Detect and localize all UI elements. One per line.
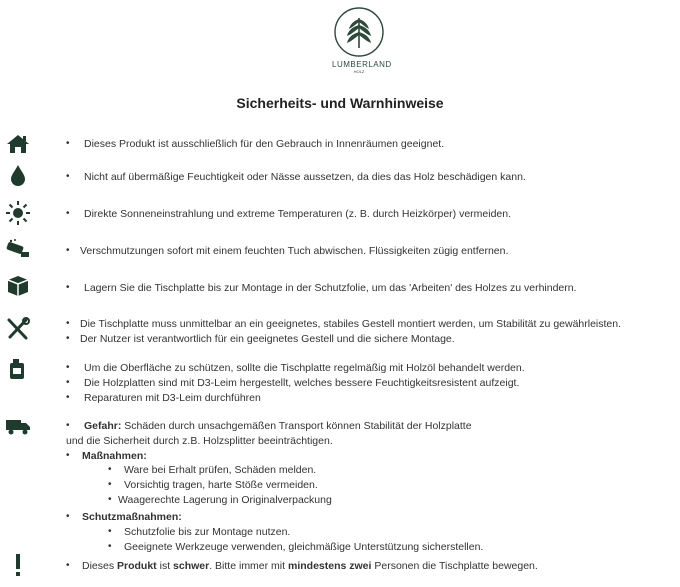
truck-icon [5,414,31,438]
heavy-text-1: Dieses [82,560,118,572]
item-clean: Verschmutzungen sofort mit einem feuchten Tuch abwischen. Flüssigkeiten zügig entfernen. [80,245,509,257]
tree-logo-icon [333,6,385,58]
bullet: • [66,392,70,403]
bullet: • [66,282,70,293]
bullet: • [108,541,112,552]
bullet: • [108,464,112,475]
tools-icon [5,317,31,341]
house-icon [5,132,31,156]
bullet: • [66,333,70,344]
bullet: • [66,420,70,431]
bullet: • [66,511,70,522]
bullet: • [66,450,70,461]
heavy-bold-3: mindestens zwei [287,560,372,572]
measure-item: Vorsichtig tragen, harte Stöße vermeiden. [124,479,318,491]
bullet: • [66,171,70,182]
heavy-text-4: Personen die Tischplatte bewegen. [371,560,538,572]
item-oil-2: Die Holzplatten sind mit D3-Leim hergestellt, welches bessere Feuchtigkeitsresistent aufzeigt. [84,377,520,389]
measures-label: Maßnahmen: [82,450,147,462]
item-oil-1: Um die Oberfläche zu schützen, sollte die Tischplatte regelmäßig mit Holzöl behandelt werden. [84,362,525,374]
bullet: • [108,479,112,490]
protect-item: Schutzfolie bis zur Montage nutzen. [124,526,291,538]
protect-item: Geeignete Werkzeuge verwenden, gleichmäßige Unterstützung sicherstellen. [124,541,484,553]
bullet: • [66,208,70,219]
item-mount-1: Die Tischplatte muss unmittelbar an ein geeignetes, stabiles Gestell montiert werden, um Stabilität zu gewährleisten. [80,318,622,330]
measure-item: Waagerechte Lagerung in Originalverpackung [118,494,332,506]
transport-danger-cont: und die Sicherheit durch z.B. Holzsplitter beeinträchtigen. [66,435,333,447]
brand-logo [332,6,392,74]
oil-can-icon [5,357,31,381]
measure-item: Ware bei Erhalt prüfen, Schäden melden. [124,464,317,476]
danger-label: Gefahr: [84,420,122,432]
item-storage: Lagern Sie die Tischplatte bis zur Montage in der Schutzfolie, um das 'Arbeiten' des Holzes zu verhindern. [84,282,577,294]
protect-label: Schutzmaßnahmen: [82,511,182,523]
bullet: • [66,318,70,329]
danger-text: Schäden durch unsachgemäßen Transport können Stabilität der Holzplatte [124,420,472,432]
bullet: • [66,377,70,388]
item-indoor: Dieses Produkt ist ausschließlich für den Gebrauch in Innenräumen geeignet. [84,138,445,150]
heavy-text-2: ist [156,560,174,572]
exclamation-icon [5,553,31,577]
brand-name: LUMBERLAND [332,60,392,69]
cleaning-icon [5,238,31,262]
heavy-warning [82,559,538,573]
bullet: • [66,560,70,571]
brand-sub: HOLZ [353,69,365,74]
item-mount-2: Der Nutzer ist verantwortlich für ein geeignetes Gestell und die sichere Montage. [80,333,455,345]
water-drop-icon [5,163,31,187]
transport-danger [84,419,472,433]
bullet: • [66,362,70,373]
heavy-bold-1: Produkt [117,560,157,572]
item-moisture: Nicht auf übermäßige Feuchtigkeit oder Nässe aussetzen, da dies das Holz beschädigen kann. [84,171,526,183]
heavy-bold-2: schwer [173,560,210,572]
bullet: • [66,138,70,149]
bullet: • [108,526,112,537]
item-sun: Direkte Sonneneinstrahlung und extreme Temperaturen (z. B. durch Heizkörper) vermeiden. [84,208,512,220]
package-icon [5,274,31,298]
page-title: Sicherheits- und Warnhinweise [236,95,444,111]
item-oil-3: Reparaturen mit D3-Leim durchführen [84,392,261,404]
bullet: • [66,245,70,256]
sun-icon [5,201,31,225]
heavy-text-3: . Bitte immer mit [209,560,288,572]
bullet: • [108,494,112,505]
